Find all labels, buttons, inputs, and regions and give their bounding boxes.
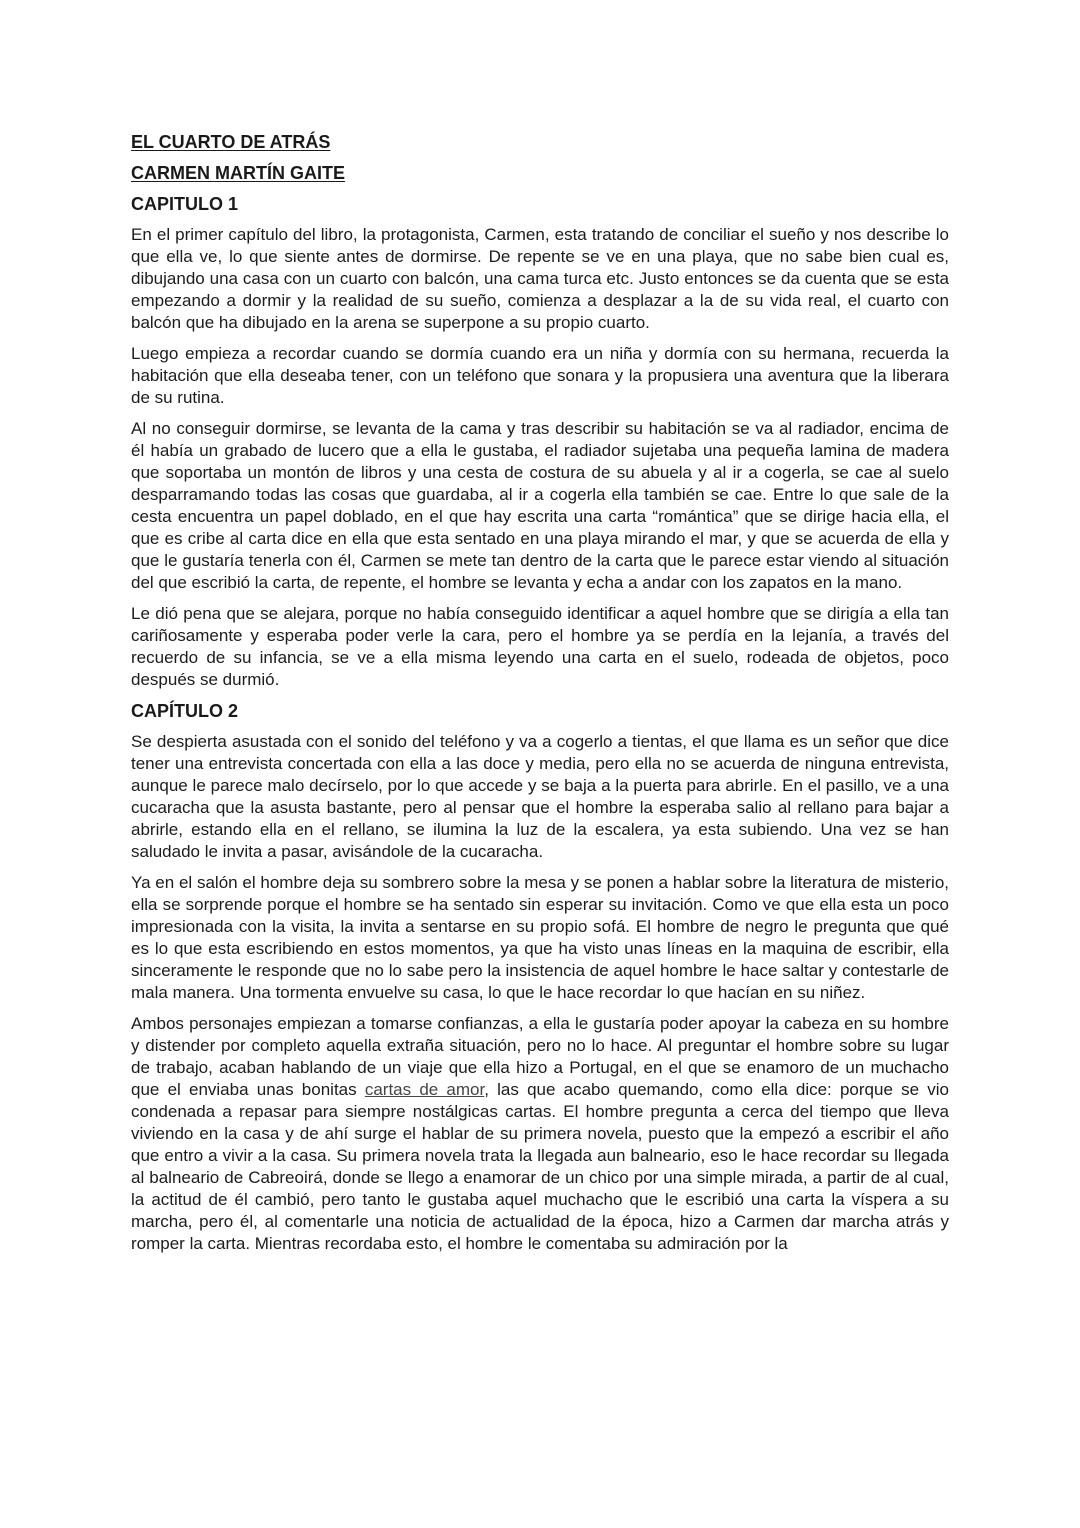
- chapter-1-heading: CAPITULO 1: [131, 194, 239, 214]
- cartas-de-amor-link[interactable]: cartas de amor: [364, 1080, 485, 1099]
- document-title: EL CUARTO DE ATRÁS: [131, 132, 331, 152]
- document-author: CARMEN MARTÍN GAITE: [131, 163, 345, 183]
- chapter-2-paragraph: Se despierta asustada con el sonido del teléfono y va a cogerlo a tientas, el que llama es un señor que dice tener una entrevista concertada con ella a las doce y media, pero ella no se acuerda de ninguna entrevista, aunque le parece malo decírselo, por lo que accede y se baja a la puerta para abrirle. En el pasillo, ve a una cucaracha que la asusta bastante, pero al pensar que el hombre la esperaba salio al rellano para bajar a abrirle, estando ella en el rellano, se ilumina la luz de la escalera, ya esta subiendo. Una vez se han saludado le invita a pasar, avisándole de la cucaracha.: [131, 732, 949, 861]
- paragraph-text-after-link: , las que acabo quemando, como ella dice: porque se vio condenada a repasar para siempre nostálgicas cartas. El hombre pregunta a cerca del tiempo que lleva viviendo en la casa y de ahí surge el hablar de su primera novela, puesto que la empezó a escribir el año que entro a vivir a la casa. Su primera novela trata la llegada aun balneario, eso le hace recordar su llegada al balneario de Cabreoirá, donde se llego a enamorar de un chico por una simple mirada, a partir de al cual, la actitud de él cambió, pero tanto le gustaba aquel muchacho que le escribió una carta la víspera a su marcha, pero él, al comentarle una noticia de actualidad de la época, hizo a Carmen dar marcha atrás y romper la carta. Mientras recordaba esto, el hombre le comentaba su admiración por la: [131, 1080, 949, 1253]
- chapter-1-paragraph: Al no conseguir dormirse, se levanta de la cama y tras describir su habitación se va al radiador, encima de él había un grabado de lucero que a ella le gustaba, el radiador sujetaba una pequeña lamina de madera que soportaba un montón de libros y una cesta de costura de su abuela y al ir a cogerla, se cae al suelo desparramando todas las cosas que guardaba, al ir a cogerla ella también se cae. Entre lo que sale de la cesta encuentra un papel doblado, en el que hay escrita una carta “romántica” que se dirige hacia ella, el que es cribe al carta dice en ella que esta sentado en una playa mirando el mar, y que se acuerda de ella y que le gustaría tenerla con él, Carmen se mete tan dentro de la carta que le parece estar viendo al situación del que escribió la carta, de repente, el hombre se levanta y echa a andar con los zapatos en la mano.: [131, 419, 949, 592]
- document-page: [131, 131, 949, 1264]
- chapter-1-paragraph: Le dió pena que se alejara, porque no había conseguido identificar a aquel hombre que se dirigía a ella tan cariñosamente y esperaba poder verle la cara, pero el hombre ya se perdía en la lejanía, a través del recuerdo de su infancia, se ve a ella misma leyendo una carta en el suelo, rodeada de objetos, poco después se durmió.: [131, 604, 949, 689]
- chapter-2-heading: CAPÍTULO 2: [131, 701, 239, 721]
- paragraph-text-before-link: Ambos personajes empiezan a tomarse confianzas, a ella le gustaría poder apoyar la cabeza en su hombre y distender por completo aquella extraña situación, pero no lo hace. Al preguntar el hombre sobre su lugar de trabajo, acaban hablando de un viaje que ella hizo a Portugal, en el que se enamoro de un muchacho que el enviaba unas bonitas: [131, 1014, 949, 1099]
- chapter-1-paragraph: En el primer capítulo del libro, la protagonista, Carmen, esta tratando de conciliar el sueño y nos describe lo que ella ve, lo que siente antes de dormirse. De repente se ve en una playa, que no sabe bien cual es, dibujando una casa con un cuarto con balcón, una cama turca etc. Justo entonces se da cuenta que se esta empezando a dormir y la realidad de su sueño, comienza a desplazar a la de su vida real, el cuarto con balcón que ha dibujado en la arena se superpone a su propio cuarto.: [131, 225, 949, 332]
- chapter-2-paragraph: Ya en el salón el hombre deja su sombrero sobre la mesa y se ponen a hablar sobre la literatura de misterio, ella se sorprende porque el hombre se ha sentado sin esperar su invitación. Como ve que ella esta un poco impresionada con la visita, la invita a sentarse en su propio sofá. El hombre de negro le pregunta que qué es lo que esta escribiendo en estos momentos, ya que ha visto unas líneas en la maquina de escribir, ella sinceramente le responde que no lo sabe pero la insistencia de aquel hombre le hace saltar y contestarle de mala manera. Una tormenta envuelve su casa, lo que le hace recordar lo que hacían en su niñez.: [131, 873, 949, 1002]
- chapter-1-paragraph: Luego empieza a recordar cuando se dormía cuando era un niña y dormía con su hermana, recuerda la habitación que ella deseaba tener, con un teléfono que sonara y la propusiera una aventura que la liberara de su rutina.: [131, 344, 949, 407]
- chapter-2-paragraph-with-link: [131, 1013, 949, 1255]
